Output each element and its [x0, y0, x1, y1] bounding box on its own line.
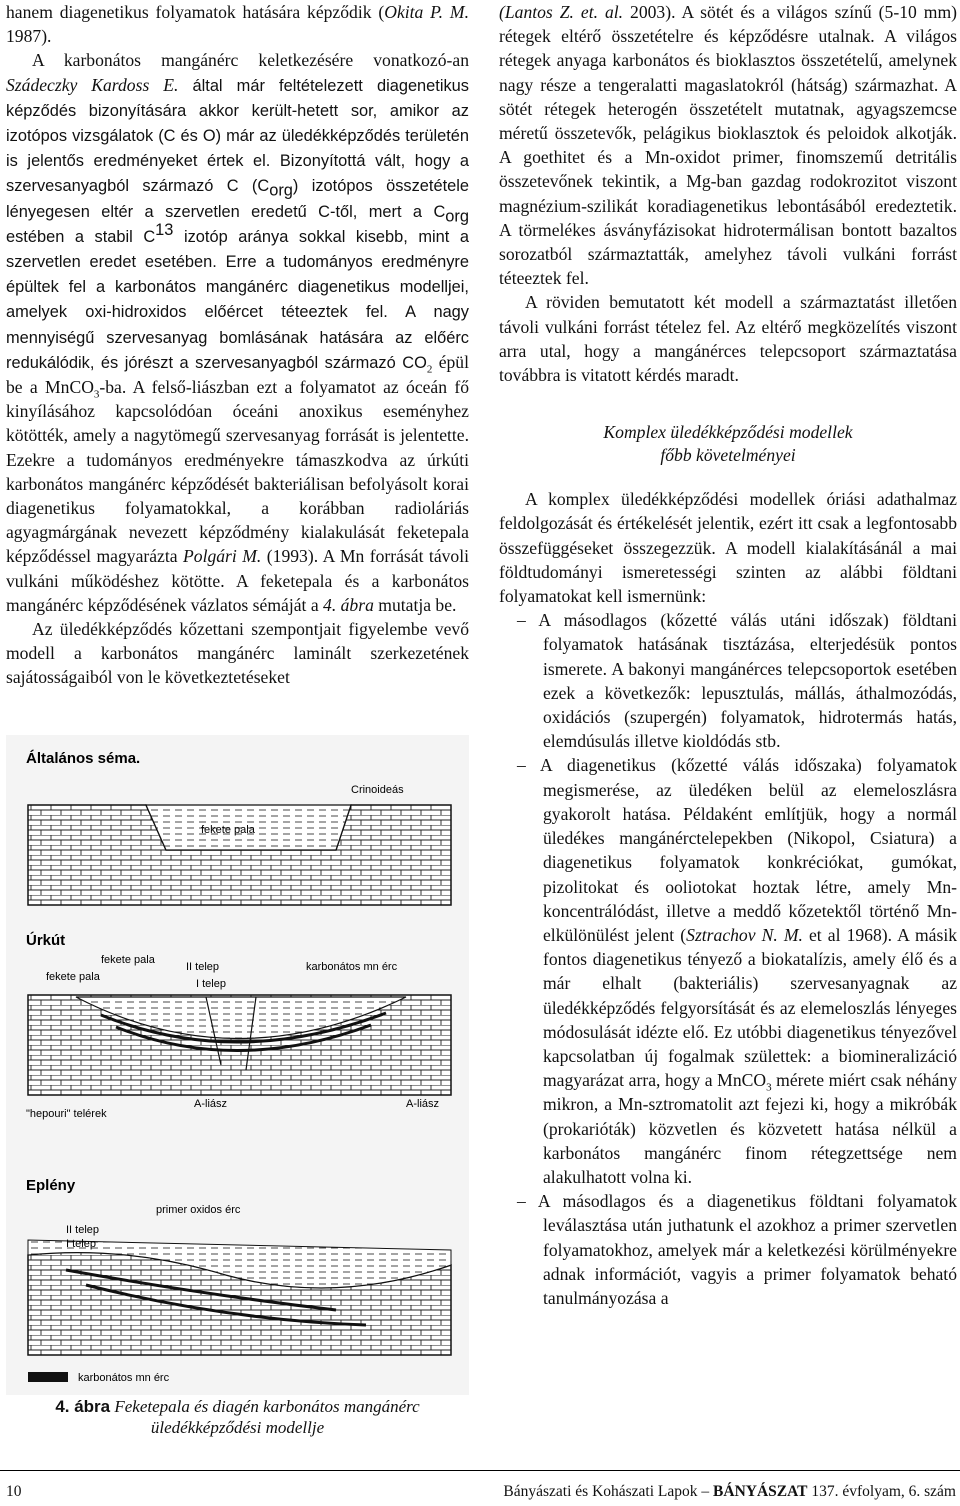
right-column	[499, 0, 957, 1310]
panel1-label-fekete-pala: fekete pala	[201, 824, 255, 836]
panel2-title: Úrkút	[26, 932, 66, 949]
page-footer	[0, 1470, 960, 1506]
paragraph: A röviden bemutatott két modell a származtatást illetően távoli vulkáni forrást tételez fel. Az eltérő megközelítés viszont arra utal, hogy a mangánérces telepcsoport származtatása továbbra is vitatott kérdés maradt.	[499, 292, 957, 386]
panel1-label-crinoideas: Crinoideás	[351, 784, 404, 796]
section-heading: Komplex üledékképződési modellek főbb követelményei	[603, 422, 853, 466]
figure-4-diagram	[6, 735, 469, 1395]
panel2-label-fekete-pala-2: fekete pala	[101, 954, 155, 966]
panel3-title: Eplény	[26, 1177, 76, 1194]
panel3-label-i-telep: I telep	[66, 1238, 96, 1250]
paragraph: A karbonátos mangánérc keletkezésére vonatkozó-an Szádeczky Kardoss E. által már feltételezett diagenetikus képződés bizonyítására akkor került-hetett sor, amikor az izotópos vizsgálatok (C és O) már az üledékképződés területén is jelentős eredményeket értek el. Bizonyítottá vált, hogy a szervesanyagból származó C $(C_{org})$ izotópos összetétele lényegesen eltér a szervetlen eredetű C-től, mert a $C_{org}$ estében a stabil $C^{13}$ izotóp aránya sokkal kisebb, mint a szervetlen eredet esetében. Erre a tudományos eredményre épültek fel a karbonátos mangánérc diagenetikus modelljei, amelyek oxi-hidroxidos előércet téteeztek fel. A nagy mennyiségű szervesanyag bomlásának hatására az előérc redukálódik, és jórészt a szervesanyagból származó $CO_2$ épül be a MnCO$_3$-ba. A felső-liászban ezt a folyamatot az óceán fő kinyílásához kapcsolódóan óceáni anoxikus eseményhez kötötték, amely a nagytömegű szervesanyag forrását is jelentette. Ezekre a tudományos eredményekre támaszkodva az úrkúti karbonátos mangánérc képződését bakteriálisan befolyásolt korai diagenetikus folyamatokkal, a korábban radioláriás agyagmárgának nevezett képződmény kialakulását feketepala képződéssel magyarázta Polgári M. (1993). A Mn forrását távoli vulkáni működéshez kötötte. A feketepala és a karbonátos mangánérc képződésének vázlatos sémáját a 4. ábra mutatja be.	[6, 50, 470, 615]
page-number: 10	[6, 1483, 22, 1500]
paragraph: (Lantos Z. et. al. 2003). A sötét és a világos színű (5-10 mm) rétegek eltérő összetételre és képződésre utalnak. A világos rétegek anyaga karbonátos és bioklasztos összetételű, amelynek nagy része a tengeralatti magaslatokról (hátság) származhat. A sötét rétegek heterogén összetételt mutatnak, agyagszemcse méretű összetevők, pelágikus bioklasztok és peloidok alkotják. A goethitet és a Mn-oxidot primer, finomszemű detritális összetevőnek tekintik, a Mg-ban gazdag rodokrozitot viszont magnézium-szilikát koradiagenetikus lebontásából eredeztetik. A törmelékes ásványfázisokat hidrotermálisan bontott bazaltos sorozatból származtatták, amelyhez távoli vulkáni forrást téteeztek fel.	[499, 2, 957, 289]
panel2-label-karbonatos: karbonátos mn érc	[306, 961, 398, 973]
legend-swatch	[28, 1372, 68, 1382]
journal-name: Bányászati és Kohászati Lapok – BÁNYÁSZAT 137. évfolyam, 6. szám	[503, 1483, 956, 1500]
figure-caption: 4. ábra Feketepala és diagén karbonátos mangánérc üledékképződési modellje	[55, 1397, 420, 1437]
list-item: – A másodlagos (kőzetté válás utáni időszak) földtani folyamatok hatásának tisztázása, elterjedésük pontos ismerete. A bakonyi mangánérces telepcsoportok esetében ezek a következők: lepusztulás, mállás, áthalmozódás, oxidációs (szupergén) folyamatok, hidrotermás hatás, elemdúsulás illetve kioldódás stb.	[517, 610, 957, 752]
legend-label: karbonátos mn érc	[78, 1372, 170, 1384]
panel2-label-i-telep: I telep	[196, 978, 226, 990]
list-item: – A diagenetikus (kőzetté válás időszaka) folyamatok megismerése, az üledéken belül az elemeloszlásra gyakorolt hatása. Példaként említjük, hogy a normál üledékes mangánérctelepekben (Nikopol, Csiatura) a diagenetikus folyamatok konkréciókat, gumókat, pizolitokat és ooliotokat hoztak létre, amely Mn-koncentrálódást, illetve a meddő kőzetektől történő Mn-elkülönülést jelent (Sztrachov N. M. et al 1968). A másik fontos diagenetikus tényező a biokatalízis, amely élő és a már elhalt (bakteriális) szervesanyagnak az üledékképződés felgyorsítását és az elemeloszlás lényeges módosulását idézte elő. Ez utóbbi diagenetikus tényezővel kapcsolatban új fogalmak születtek: a biomineralizáció magyarázat arra, hogy a MnCO$_3$ mérete miért csak néhány mikron, a Mn-sztromatolit azt fejezi ki, hogy a mikróbák (prokarióták) közvetlen és közvetett hatása nélkül a karbonátos mangánérc finom rétegzettsége nem alakulhatott volna ki.	[517, 755, 957, 1187]
panel2-label-a-liasz-2: A-liász	[406, 1098, 440, 1110]
paragraph: A komplex üledékképződési modellek óriási adathalmaz feldolgozását és értékelését jelentik, ezért itt csak a legfontosabb összefüggéseket összegezzük. A modell kialakításánál a mai földtudományi ismeretességi szinten az alábbi földtani folyamatokat kell ismernünk:	[499, 489, 957, 607]
paragraph: Az üledékképződés kőzettani szempontjait figyelembe vevő modell a karbonátos mangánérc laminált szerkezetének sajátosságaiból von le következtetéseket	[6, 619, 469, 688]
list-item: – A másodlagos és a diagenetikus földtani folyamatok leválasztása után juthatunk el azokhoz a primer szervetlen folyamatokhoz, amelyek már a keletkezési körülményekre adnak információt, vagyis a primer folyamatok beható tanulmányozása a	[517, 1191, 957, 1308]
panel2-label-ii-telep: II telep	[186, 961, 220, 973]
panel2-label-a-liasz: A-liász	[194, 1098, 228, 1110]
panel1-title: Általános séma.	[26, 750, 141, 767]
panel3-label-primer: primer oxidos érc	[156, 1204, 241, 1216]
panel2-label-fekete-pala: fekete pala	[46, 971, 100, 983]
paragraph: hanem diagenetikus folyamatok hatására képződik (Okita P. M. 1987).	[6, 2, 469, 47]
panel3-label-ii-telep: II telep	[66, 1224, 100, 1236]
panel2-label-hepouri: "hepouri" telérek	[26, 1108, 107, 1120]
left-column	[6, 0, 469, 690]
